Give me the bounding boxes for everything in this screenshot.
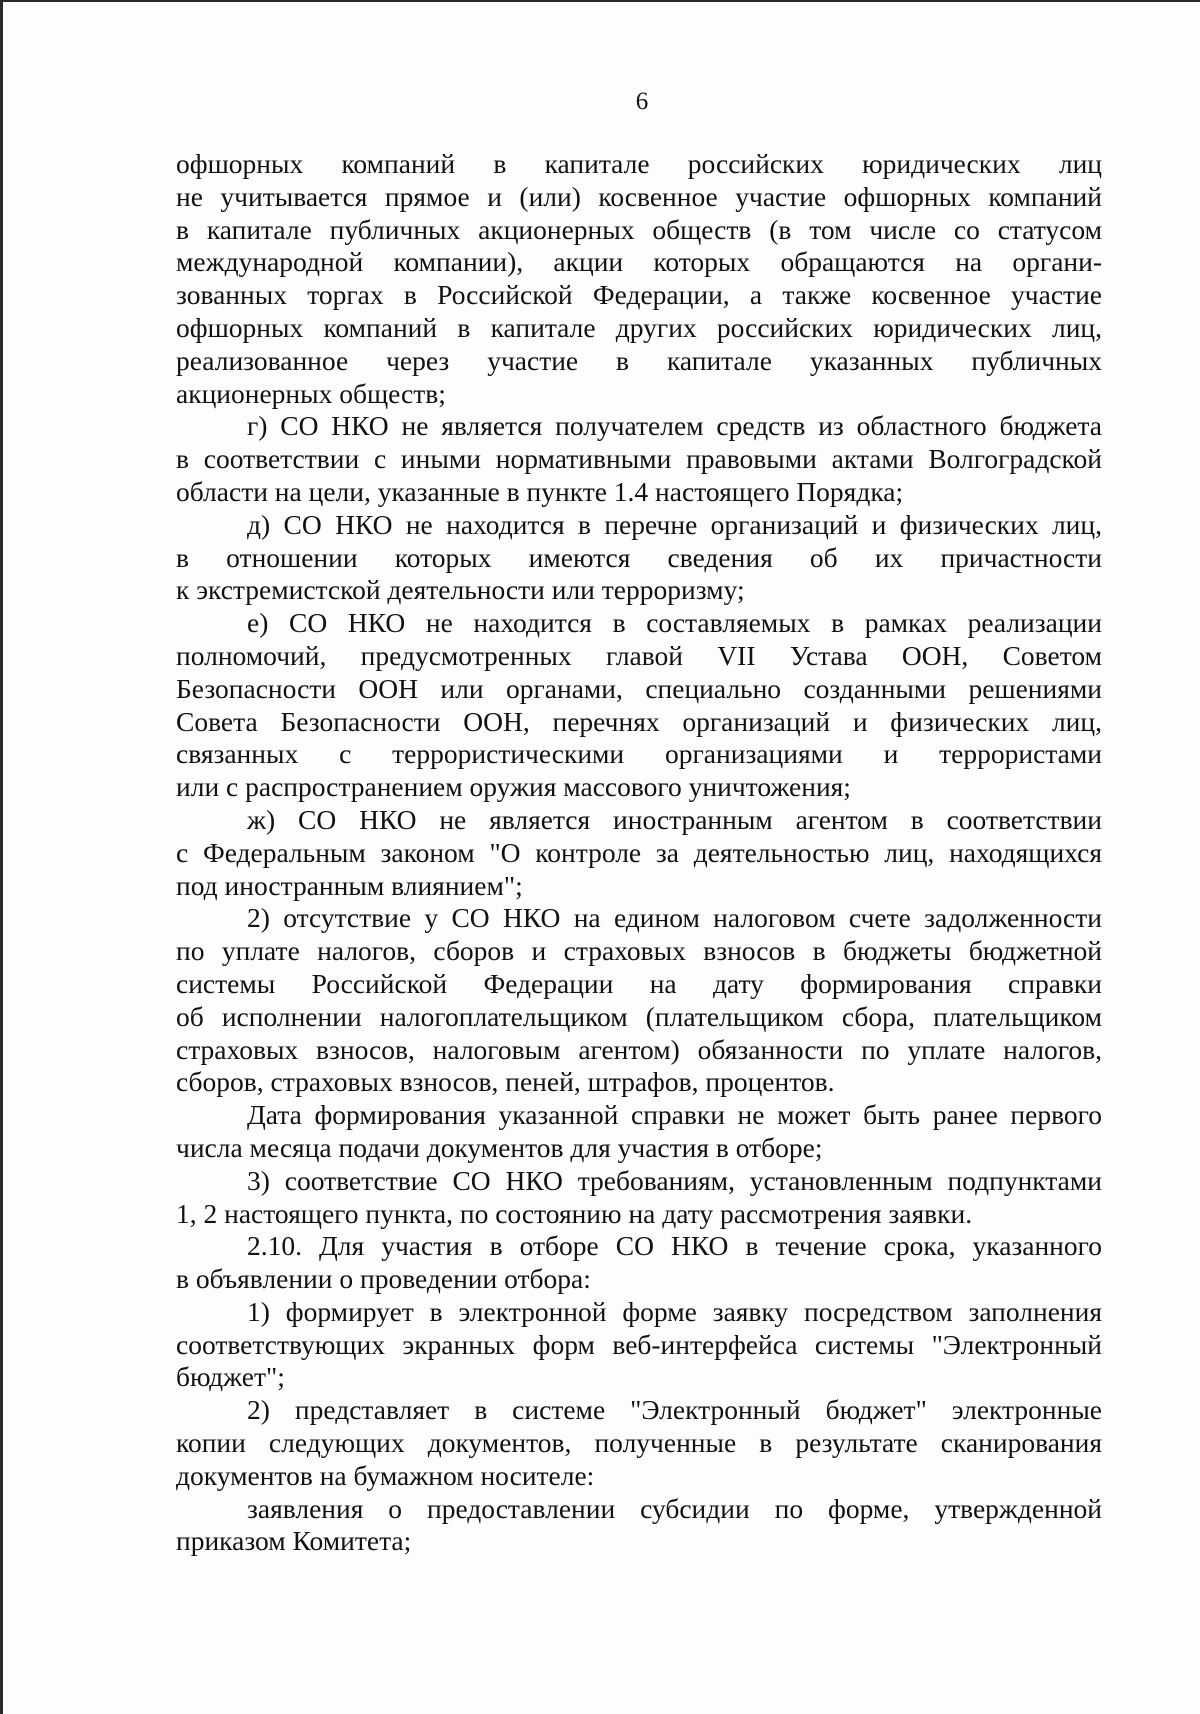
text-line: к экстремистской деятельности или терроризму; bbox=[176, 574, 745, 606]
document-body bbox=[176, 148, 1102, 1558]
text-line: заявления о предоставлении субсидии по форме, утвержденной bbox=[247, 1492, 1102, 1524]
text-line: с Федеральным законом "О контроле за деятельностью лиц, находящихся bbox=[176, 836, 1102, 868]
text-line: документов на бумажном носителе: bbox=[176, 1459, 595, 1491]
text-line: в объявлении о проведении отбора: bbox=[176, 1263, 591, 1295]
text-line: 2) представляет в системе "Электронный бюджет" электронные bbox=[247, 1394, 1102, 1426]
text-line: Совета Безопасности ООН, перечнях организаций и физических лиц, bbox=[176, 705, 1102, 737]
text-line: полномочий, предусмотренных главой VII Устава ООН, Советом bbox=[176, 639, 1102, 671]
text-line: связанных с террористическими организациями и террористами bbox=[176, 738, 1102, 770]
text-line: международной компании), акции которых обращаются на органи- bbox=[176, 246, 1102, 278]
text-line: Безопасности ООН или органами, специально созданными решениями bbox=[176, 672, 1102, 704]
text-line: д) СО НКО не находится в перечне организаций и физических лиц, bbox=[247, 508, 1102, 540]
text-line: зованных торгах в Российской Федерации, а также косвенное участие bbox=[176, 279, 1102, 311]
text-line: области на цели, указанные в пункте 1.4 настоящего Порядка; bbox=[176, 475, 904, 507]
text-line: страховых взносов, налоговым агентом) обязанности по уплате налогов, bbox=[176, 1033, 1102, 1065]
text-line: офшорных компаний в капитале других российских юридических лиц, bbox=[176, 311, 1102, 343]
text-line: или с распространением оружия массового уничтожения; bbox=[176, 771, 851, 803]
text-line: приказом Комитета; bbox=[176, 1525, 412, 1557]
text-line: числа месяца подачи документов для участия в отборе; bbox=[176, 1131, 823, 1163]
text-line: Дата формирования указанной справки не может быть ранее первого bbox=[247, 1099, 1102, 1131]
text-line: г) СО НКО не является получателем средств из областного бюджета bbox=[247, 410, 1102, 442]
text-line: 3) соответствие СО НКО требованиям, установленным подпунктами bbox=[247, 1164, 1102, 1196]
text-line: е) СО НКО не находится в составляемых в рамках реализации bbox=[247, 607, 1102, 639]
text-line: в капитале публичных акционерных обществ (в том числе со статусом bbox=[176, 213, 1102, 245]
text-line: 2) отсутствие у СО НКО на едином налоговом счете задолженности bbox=[247, 902, 1102, 934]
text-line: реализованное через участие в капитале указанных публичных bbox=[176, 344, 1102, 376]
text-line: 1) формирует в электронной форме заявку посредством заполнения bbox=[247, 1295, 1102, 1327]
text-line: в отношении которых имеются сведения об их причастности bbox=[176, 541, 1102, 573]
text-line: ж) СО НКО не является иностранным агентом в соответствии bbox=[247, 803, 1102, 835]
text-line: 1, 2 настоящего пункта, по состоянию на дату рассмотрения заявки. bbox=[176, 1197, 973, 1229]
text-line: по уплате налогов, сборов и страховых взносов в бюджеты бюджетной bbox=[176, 935, 1102, 967]
text-line: бюджет"; bbox=[176, 1361, 285, 1393]
text-line: в соответствии с иными нормативными правовыми актами Волгоградской bbox=[176, 443, 1102, 475]
page-number: 6 bbox=[635, 88, 649, 115]
text-line: об исполнении налогоплательщиком (плательщиком сбора, плательщиком bbox=[176, 1000, 1102, 1032]
text-line: 2.10. Для участия в отборе СО НКО в течение срока, указанного bbox=[247, 1230, 1102, 1262]
text-line: соответствующих экранных форм веб-интерфейса системы "Электронный bbox=[176, 1328, 1102, 1360]
text-line: сборов, страховых взносов, пеней, штрафов, процентов. bbox=[176, 1066, 835, 1098]
text-line: системы Российской Федерации на дату формирования справки bbox=[176, 967, 1102, 999]
text-line: копии следующих документов, полученные в результате сканирования bbox=[176, 1427, 1102, 1459]
text-line: под иностранным влиянием"; bbox=[176, 869, 523, 901]
text-line: не учитывается прямое и (или) косвенное участие офшорных компаний bbox=[176, 180, 1102, 212]
text-line: акционерных обществ; bbox=[176, 377, 446, 409]
text-line: офшорных компаний в капитале российских юридических лиц bbox=[176, 148, 1102, 179]
